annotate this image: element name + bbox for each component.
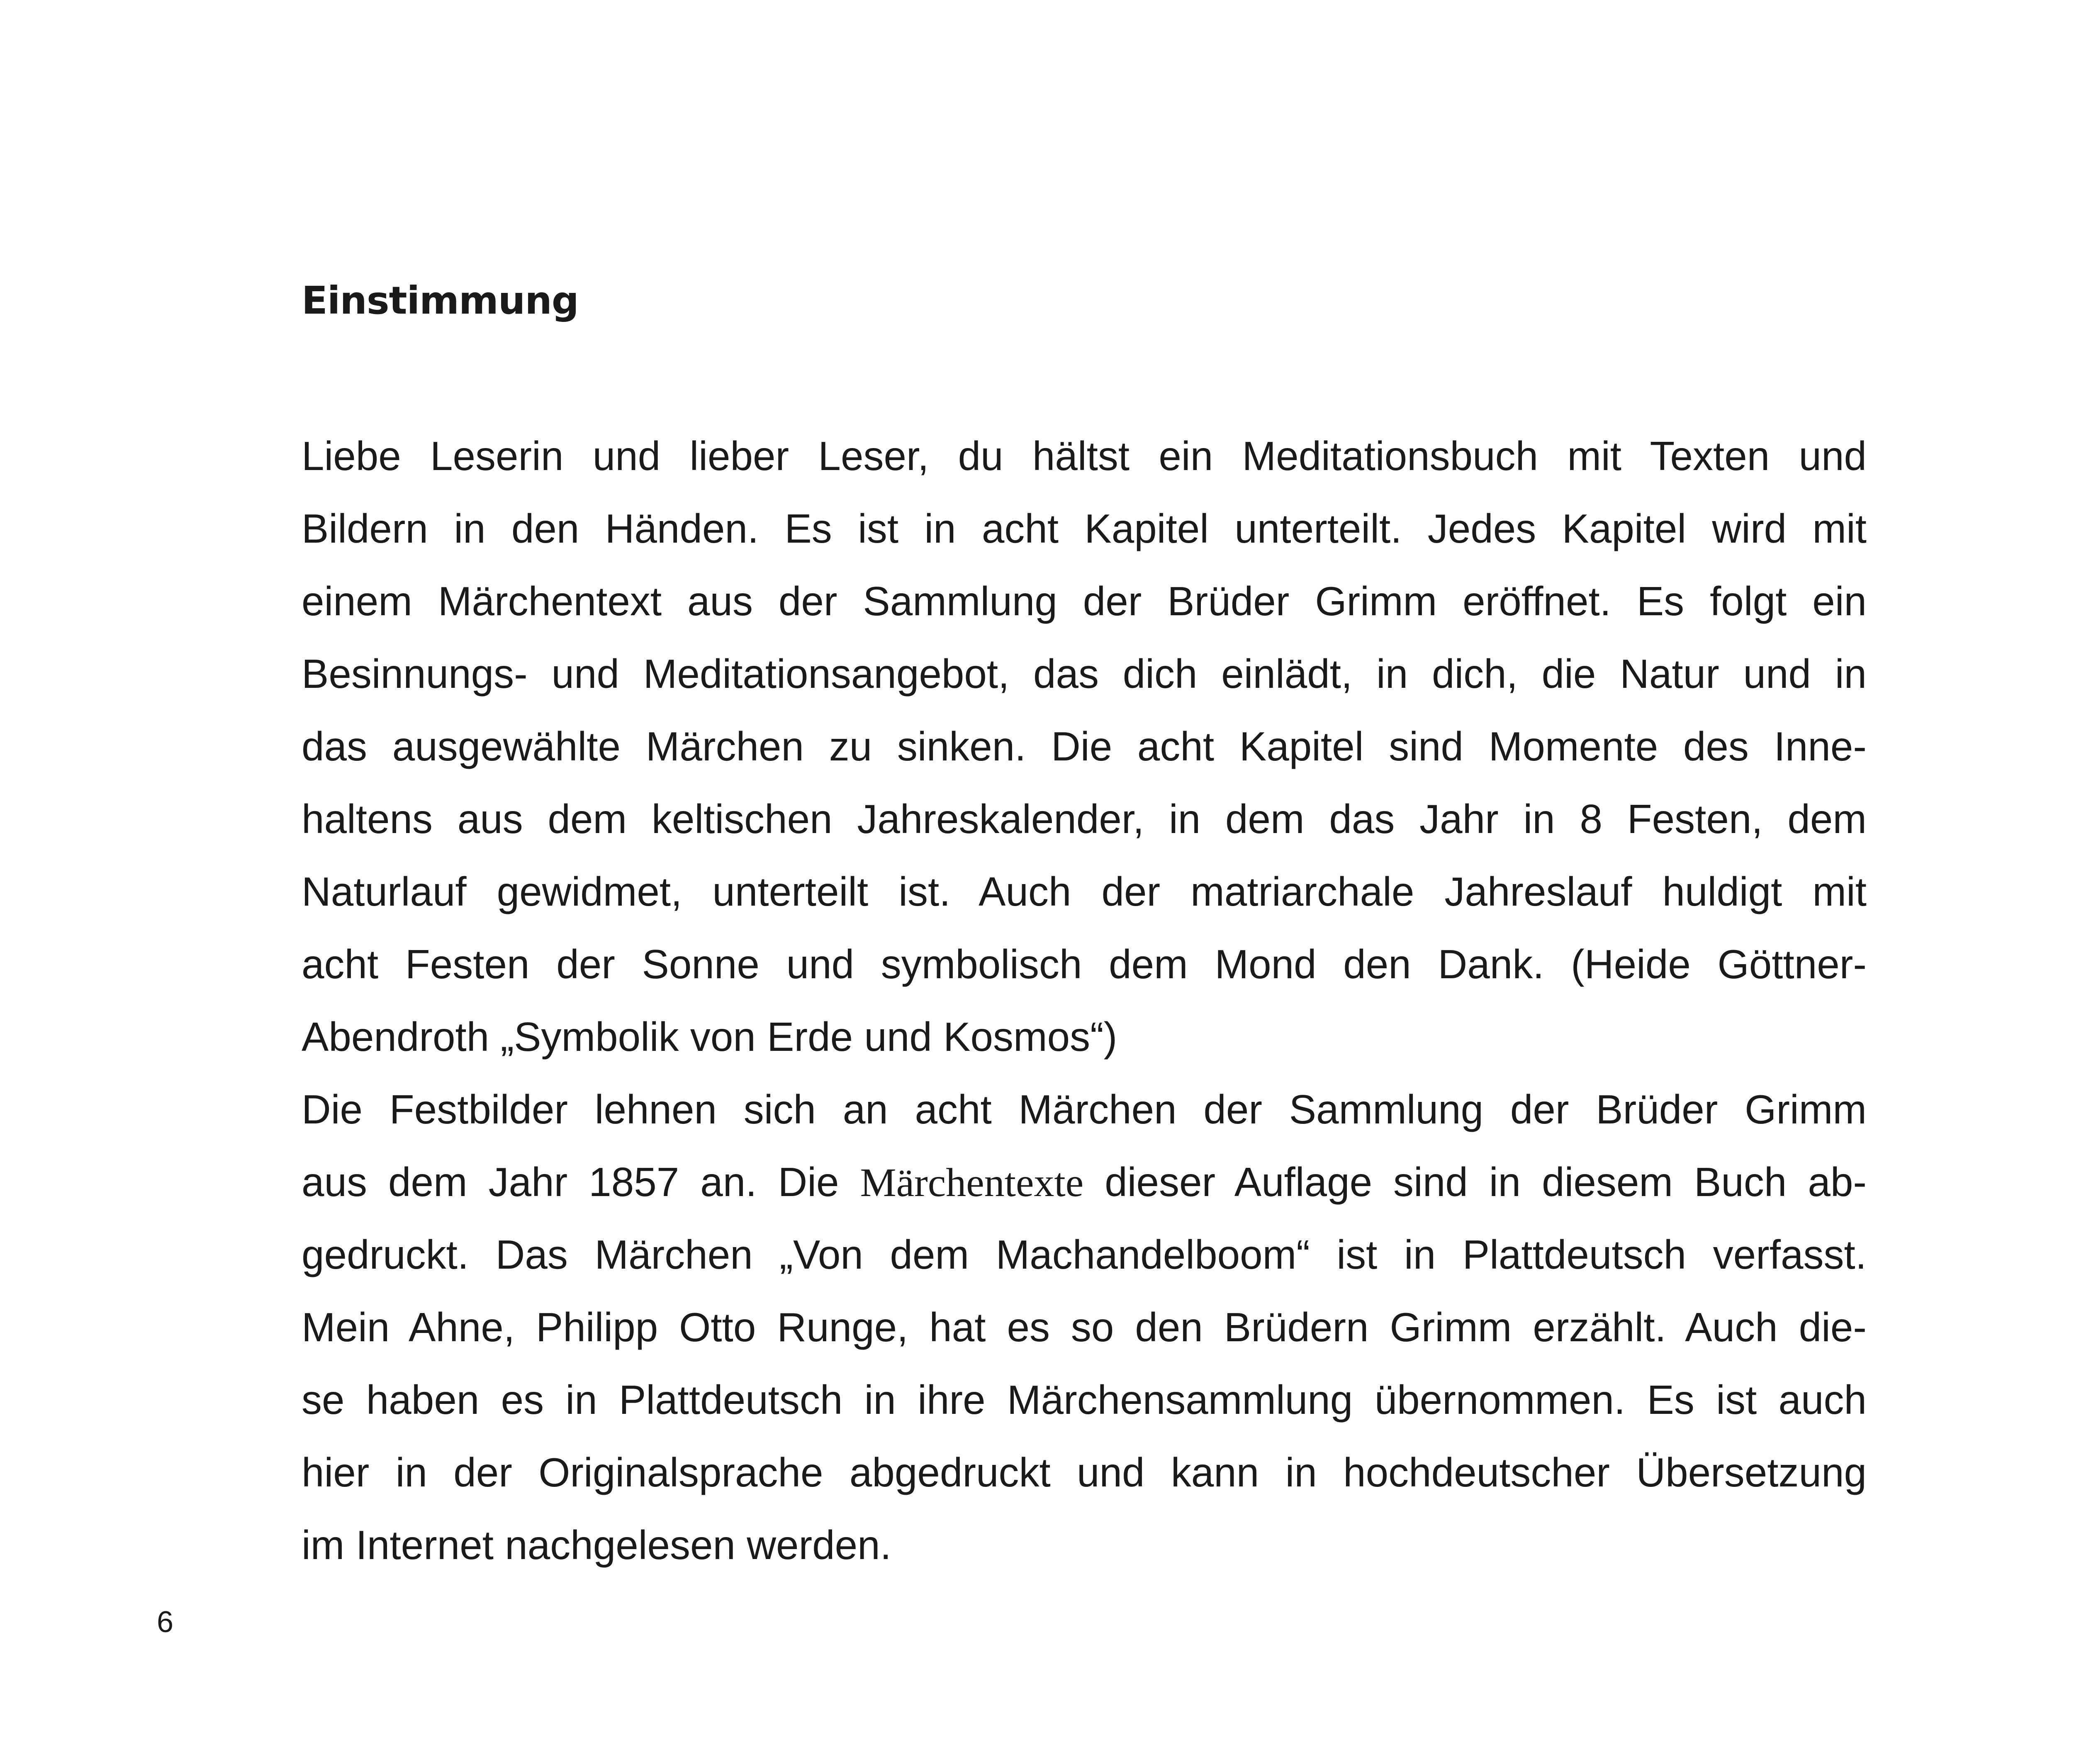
text-line-7: Naturlauf gewidmet, unterteilt ist. Auch der matriarchale Jahreslauf huldigt mit [302,869,1867,914]
text-line-1: Liebe Leserin und lieber Leser, du hältst ein Meditationsbuch mit Texten und [302,433,1867,479]
text-line-11 [302,1146,1867,1218]
text-line-16: im Internet nachgelesen werden. [302,1522,891,1568]
section-heading: Einstimmung [302,278,579,323]
text-line-15: hier in der Originalsprache abgedruckt und kann in hochdeutscher Übersetzung [302,1450,1867,1495]
page-number: 6 [157,1606,174,1639]
text-line-12: gedruckt. Das Märchen „Von dem Machandelboom“ ist in Plattdeutsch verfasst. [302,1232,1867,1277]
text-line-6: haltens aus dem keltischen Jahreskalender, in dem das Jahr in 8 Festen, dem [302,796,1867,842]
text-line-8: acht Festen der Sonne und symbolisch dem Mond den Dank. (Heide Göttner- [302,941,1867,987]
text-line-11-serif-word: Märchentexte [860,1160,1084,1205]
text-line-14: se haben es in Plattdeutsch in ihre Märchensammlung übernommen. Es ist auch [302,1377,1867,1423]
text-line-10: Die Festbilder lehnen sich an acht Märchen der Sammlung der Brüder Grimm [302,1087,1867,1132]
text-line-11-after: dieser Auflage sind in diesem Buch ab- [1083,1159,1867,1205]
text-line-2: Bildern in den Händen. Es ist in acht Kapitel unterteilt. Jedes Kapitel wird mit [302,506,1867,551]
body-text [302,420,1867,1581]
text-line-9: Abendroth „Symbolik von Erde und Kosmos“) [302,1014,1117,1060]
text-line-4: Besinnungs- und Meditationsangebot, das dich einlädt, in dich, die Natur und in [302,651,1867,697]
text-line-11-before: aus dem Jahr 1857 an. Die [302,1159,860,1205]
text-line-3: einem Märchentext aus der Sammlung der Brüder Grimm eröffnet. Es folgt ein [302,578,1867,624]
text-line-13: Mein Ahne, Philipp Otto Runge, hat es so den Brüdern Grimm erzählt. Auch die- [302,1304,1867,1350]
text-line-5: das ausgewählte Märchen zu sinken. Die acht Kapitel sind Momente des Inne- [302,724,1867,769]
